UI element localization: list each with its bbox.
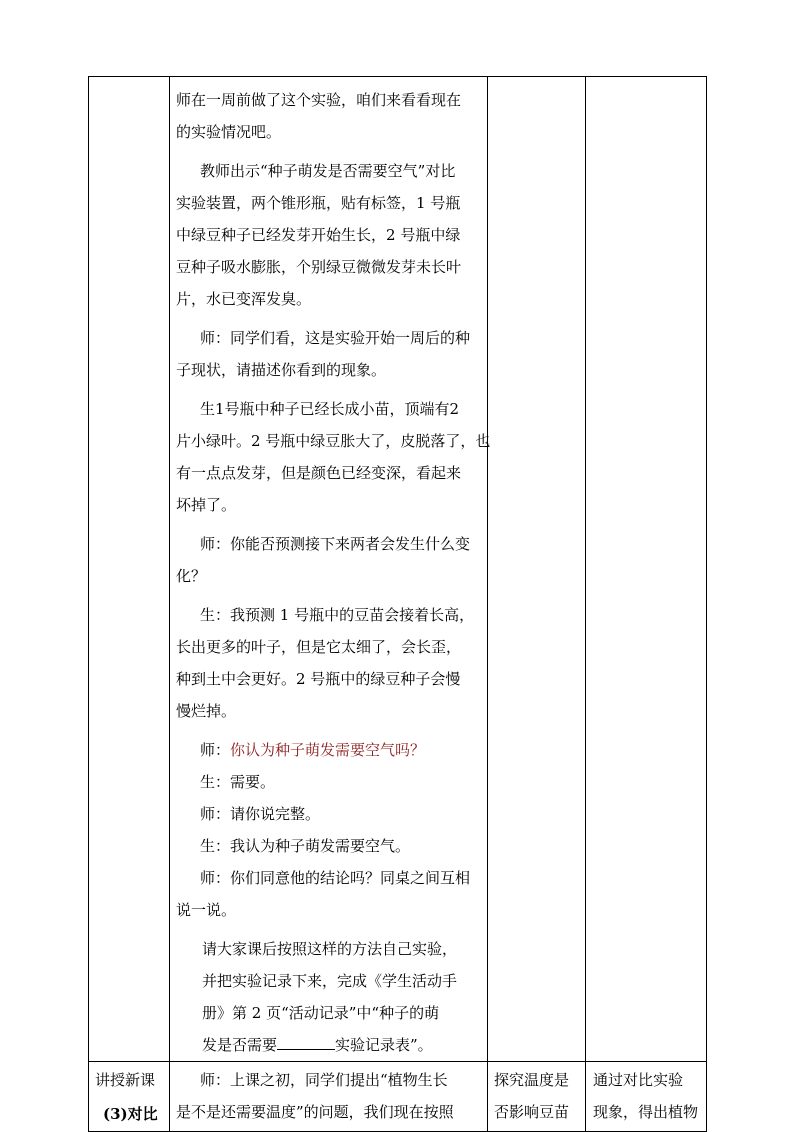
section-sublabel: (3)对比 [103,1105,158,1123]
text-line: 册》第 2 页“活动记录”中“种子的萌 [202,1004,440,1022]
text-line: 师：请你说完整。 [200,805,321,823]
text-line: 化？ [176,567,207,585]
text-segment: 发是否需要 [202,1036,278,1054]
student-activity-cell [488,77,586,1062]
text-line: 实验装置，两个锥形瓶，贴有标签，1 号瓶 [176,194,461,212]
text-line: 探究温度是 [494,1071,570,1089]
text-line: 师在一周前做了这个实验，咱们来看看现在 [176,91,462,109]
teaching-process-cell [170,77,491,1062]
text-line: 是不是还需要温度”的问题，我们现在按照 [176,1103,454,1121]
text-line: 长出更多的叶子，但是它太细了，会长歪， [176,638,462,656]
text-line: 师：上课之初，同学们提出“植物生长 [200,1071,448,1089]
text-line: 并把实验记录下来，完成《学生活动手 [202,972,458,990]
text-line: 现象，得出植物 [593,1103,699,1121]
text-line: 生：我预测 1 号瓶中的豆苗会接着长高， [200,606,475,624]
design-intent-cell [586,1062,707,1132]
text-line: 慢烂掉。 [176,702,237,720]
text-line: 子现状，请描述你看到的现象。 [176,361,387,379]
student-activity-cell [488,1062,586,1132]
section-cell [89,1062,170,1132]
text-line: 通过对比实验 [593,1071,684,1089]
text-line: 师：同学们看，这是实验开始一周后的种 [200,329,471,347]
text-line: 有一点点发芽，但是颜色已经变深，看起来 [176,464,462,482]
section-cell [89,77,170,1062]
text-line: 否影响豆苗 [494,1103,570,1121]
section-label: 讲授新课 [95,1071,156,1089]
text-segment: 实验记录表”。 [335,1036,433,1054]
text-line: 豆种子吸水膨胀，个别绿豆微微发芽未长叶 [176,258,462,276]
text-line: 师：你能否预测接下来两者会发生什么变 [200,535,471,553]
text-line: 生：需要。 [200,773,276,791]
text-line: 生1号瓶中种子已经长成小苗，顶端有2 [200,400,460,418]
text-line: 师：你们同意他的结论吗？同桌之间互相 [200,869,471,887]
speaker-label: 师： [200,741,231,759]
design-intent-cell [586,77,707,1062]
text-line: 生：我认为种子萌发需要空气。 [200,837,411,855]
lesson-plan-table [88,76,707,1132]
teaching-process-cell [170,1062,488,1132]
text-line [176,734,482,766]
table-row [89,77,707,1062]
fill-in-blank [277,1029,335,1050]
text-line: 的实验情况吧。 [176,123,282,141]
highlighted-question: 你认为种子萌发需要空气吗？ [230,741,426,759]
table-row [89,1062,707,1132]
text-line: 种到土中会更好。2 号瓶中的绿豆种子会慢 [176,670,461,688]
text-line: 片，水已变浑发臭。 [176,290,312,308]
text-line: 说一说。 [176,901,237,919]
text-line [176,1029,482,1061]
text-line: 请大家课后按照这样的方法自己实验， [202,940,458,958]
text-line: 片小绿叶。2 号瓶中绿豆胀大了，皮脱落了，也 [176,432,491,450]
text-line: 教师出示“种子萌发是否需要空气”对比 [200,162,456,180]
text-line: 中绿豆种子已经发芽开始生长，2 号瓶中绿 [176,226,461,244]
text-line: 坏掉了。 [176,496,237,514]
